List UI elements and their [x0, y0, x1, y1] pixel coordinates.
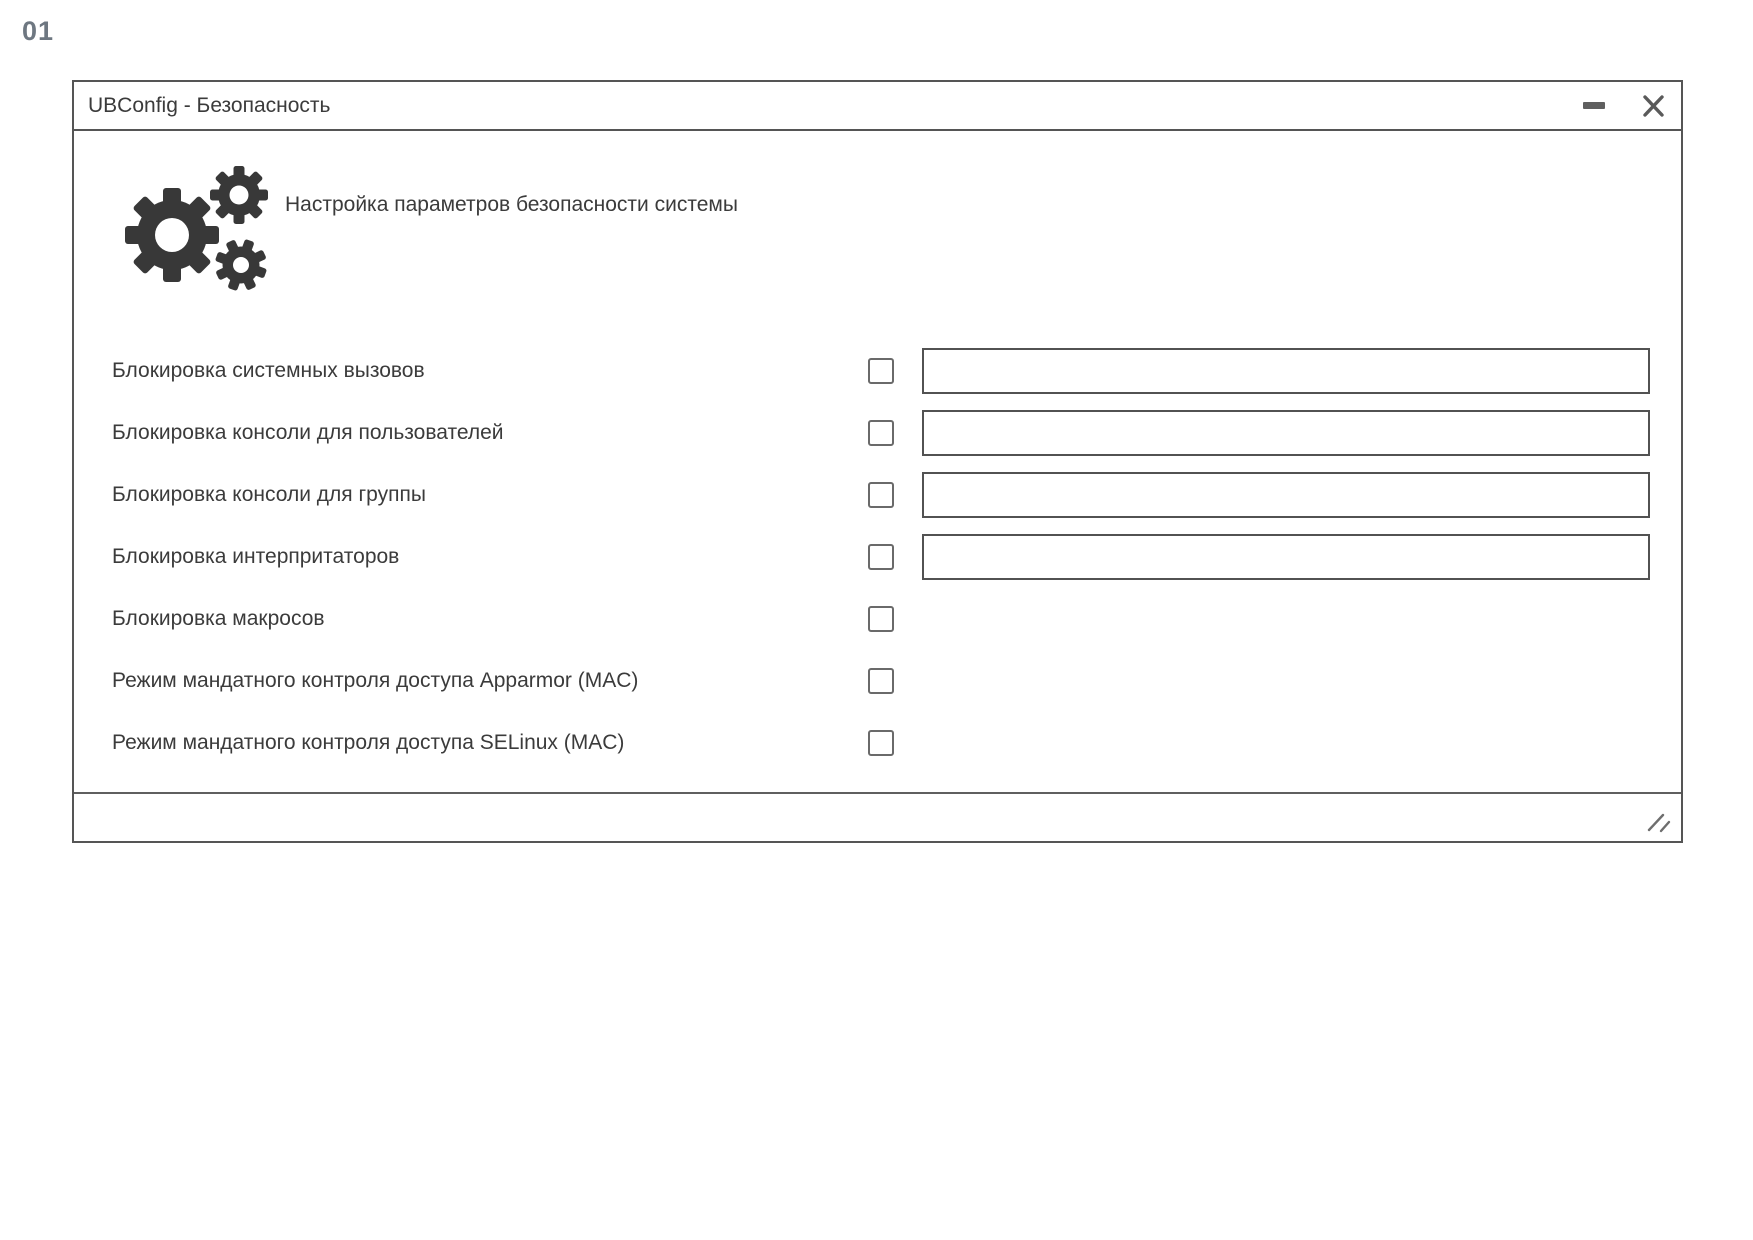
- setting-checkbox[interactable]: [868, 668, 894, 694]
- ubconfig-security-window: [72, 80, 1683, 843]
- slide-number: 01: [22, 16, 55, 46]
- security-settings-form: [112, 340, 1656, 774]
- setting-text-input[interactable]: [922, 472, 1650, 518]
- setting-label: Блокировка консоли для пользователей: [112, 421, 504, 444]
- setting-checkbox[interactable]: [868, 606, 894, 632]
- minimize-button[interactable]: [1583, 102, 1605, 109]
- setting-checkbox[interactable]: [868, 358, 894, 384]
- setting-label: Блокировка консоли для группы: [112, 483, 426, 506]
- setting-checkbox[interactable]: [868, 482, 894, 508]
- form-row: [112, 588, 1656, 650]
- form-row: [112, 650, 1656, 712]
- close-icon: [1641, 94, 1666, 118]
- form-row: [112, 526, 1656, 588]
- setting-checkbox[interactable]: [868, 730, 894, 756]
- setting-label: Блокировка системных вызовов: [112, 359, 425, 382]
- window-content: [74, 131, 1681, 791]
- form-row: [112, 712, 1656, 774]
- gears-icon: [110, 151, 272, 308]
- close-button[interactable]: [1641, 94, 1666, 118]
- window-title: UBConfig - Безопасность: [88, 93, 331, 117]
- setting-label: Блокировка макросов: [112, 607, 325, 630]
- form-row: [112, 340, 1656, 402]
- setting-label: Режим мандатного контроля доступа Apparmor (MAC): [112, 669, 639, 692]
- statusbar: [74, 792, 1681, 841]
- form-row: [112, 402, 1656, 464]
- setting-label: Режим мандатного контроля доступа SELinux (MAC): [112, 731, 625, 754]
- resize-grip-icon[interactable]: [1645, 812, 1673, 834]
- form-row: [112, 464, 1656, 526]
- page-title: Настройка параметров безопасности системы: [285, 193, 738, 216]
- setting-label: Блокировка интерпритаторов: [112, 545, 400, 568]
- minimize-icon: [1583, 102, 1605, 109]
- setting-checkbox[interactable]: [868, 420, 894, 446]
- setting-text-input[interactable]: [922, 410, 1650, 456]
- setting-text-input[interactable]: [922, 534, 1650, 580]
- setting-text-input[interactable]: [922, 348, 1650, 394]
- titlebar[interactable]: [74, 82, 1681, 131]
- window-controls: [1583, 94, 1666, 118]
- setting-checkbox[interactable]: [868, 544, 894, 570]
